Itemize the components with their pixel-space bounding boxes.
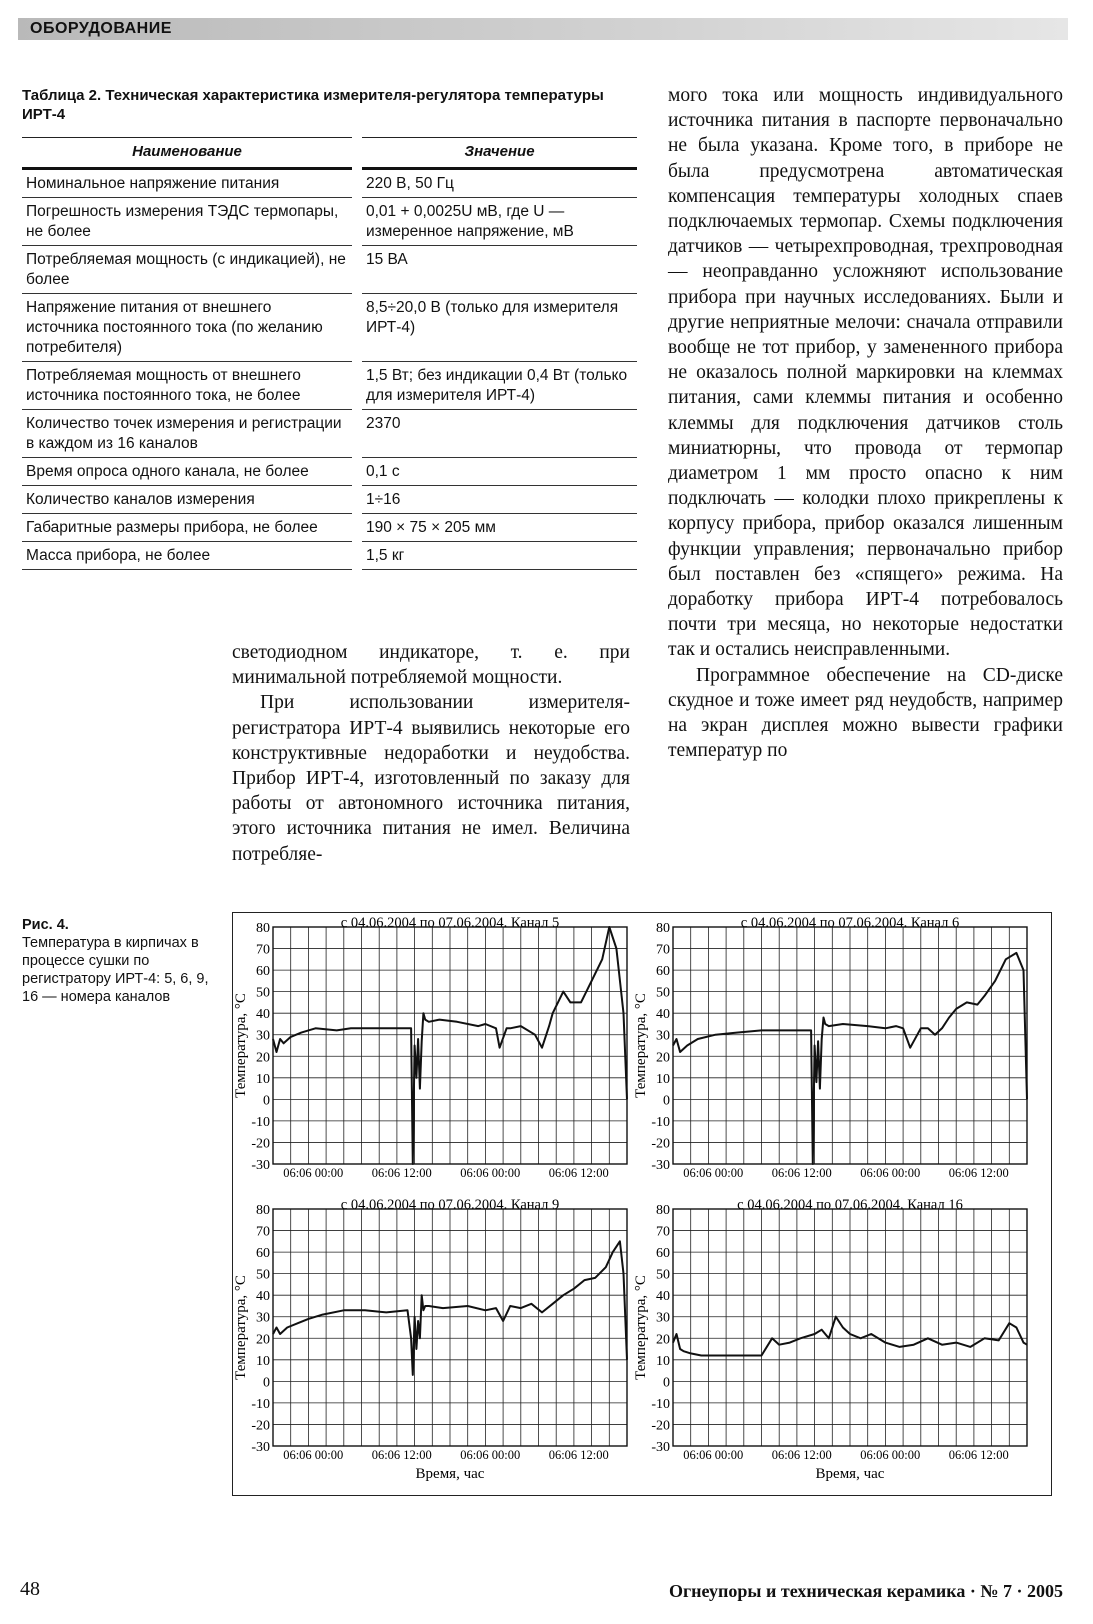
- figure-caption-text: Температура в кирпичах в процессе сушки по регистратору ИРТ-4: 5, 6, 9, 16 — номера каналов: [22, 935, 209, 1005]
- row-name: Потребляемая мощность от внешнего источника постоянного тока, не более: [22, 362, 352, 410]
- y-tick-label: -10: [651, 1114, 670, 1130]
- paragraph: При использовании измерителя-регистратора ИРТ-4 выявились некоторые его конструктивные недоработки и неудобства. Прибор ИРТ-4, изготовленный по заказу для работы от автономного источника питания, этого источника питания не имел. Величина потребляе-: [232, 692, 630, 865]
- y-axis-label: Температура, °С: [233, 993, 249, 1098]
- table-row: [22, 486, 637, 514]
- row-name: Номинальное напряжение питания: [22, 169, 352, 198]
- y-axis-label: Температура, °С: [233, 1275, 249, 1380]
- table-row: [22, 246, 637, 294]
- row-value: 2370: [362, 410, 637, 458]
- y-tick-label: 0: [263, 1375, 270, 1391]
- y-tick-label: 30: [256, 1310, 270, 1326]
- x-tick-label: 06:06 00:00: [283, 1448, 344, 1462]
- y-tick-label: -30: [251, 1158, 270, 1173]
- x-tick-label: 06:06 12:00: [948, 1166, 1009, 1180]
- y-tick-label: 0: [263, 1093, 270, 1109]
- x-tick-label: 06:06 00:00: [283, 1166, 344, 1180]
- paragraph: мого тока или мощность индивидуального источника питания в паспорте первоначально не была указана. Кроме того, в приборе не была предусмотрена автоматическая компенсация температуры холодных спаев подключаемых термопар. Схемы подключения датчиков — четырехпроводная, трехпроводная — неоправданно усложняют использование прибора при научных исследованиях. Были и другие неприятные мелочи: сначала отправили вообще не тот прибор, у замененного прибора не оказалось полной маркировки на клеммах питания, сами клеммы питания и особенно клеммы для подключения датчиков столь миниатюрны, что провода от термопар диаметром 1 мм просто опасно к ним подключать — колодки плохо прикреплены к корпусу прибора, прибор оказался лишенным функции управления; первоначально прибор был поставлен без «спящего» режима. На доработку прибора ИРТ-4 потребовалось почти три месяца, но некоторые недостатки так и остались неисправленными.: [668, 85, 1063, 661]
- figure-label: Рис. 4.: [22, 917, 69, 933]
- table-row: [22, 514, 637, 542]
- x-tick-label: 06:06 12:00: [771, 1166, 832, 1180]
- figure-caption: [22, 916, 217, 1006]
- y-tick-label: 80: [256, 1203, 270, 1218]
- x-tick-label: 06:06 12:00: [948, 1448, 1009, 1462]
- row-name: Напряжение питания от внешнего источника постоянного тока (по желанию потребителя): [22, 294, 352, 362]
- row-name: Время опроса одного канала, не более: [22, 458, 352, 486]
- table-row: [22, 169, 637, 198]
- x-tick-label: 06:06 00:00: [860, 1448, 921, 1462]
- y-tick-label: 10: [656, 1353, 670, 1369]
- chart-title: с 04.06.2004 по 07.06.2004. Канал 9: [340, 1197, 560, 1213]
- row-value: 0,1 с: [362, 458, 637, 486]
- y-tick-label: -30: [251, 1440, 270, 1455]
- y-tick-label: 50: [656, 985, 670, 1001]
- y-tick-label: 40: [656, 1007, 670, 1023]
- row-value: 15 ВА: [362, 246, 637, 294]
- table-row: [22, 294, 637, 362]
- y-tick-label: -20: [251, 1418, 270, 1434]
- y-tick-label: 40: [256, 1289, 270, 1305]
- table-header-row: [22, 138, 637, 169]
- row-name: Потребляемая мощность (с индикацией), не более: [22, 246, 352, 294]
- y-tick-label: -20: [251, 1136, 270, 1152]
- page-number: 48: [20, 1578, 40, 1600]
- x-tick-label: 06:06 00:00: [860, 1166, 921, 1180]
- row-name: Масса прибора, не более: [22, 542, 352, 570]
- x-axis-label: Время, час: [815, 1466, 885, 1482]
- x-tick-label: 06:06 00:00: [683, 1448, 744, 1462]
- x-tick-label: 06:06 00:00: [460, 1448, 521, 1462]
- y-tick-label: 70: [256, 1224, 270, 1240]
- table-row: [22, 458, 637, 486]
- y-tick-label: -10: [651, 1396, 670, 1412]
- y-tick-label: 50: [256, 985, 270, 1001]
- section-header-bar: [18, 18, 1068, 40]
- charts-canvas: [233, 913, 1051, 1495]
- table-row: [22, 410, 637, 458]
- chart-title: с 04.06.2004 по 07.06.2004. Канал 5: [340, 915, 560, 931]
- y-tick-label: 40: [256, 1007, 270, 1023]
- y-tick-label: 60: [656, 1246, 670, 1262]
- y-tick-label: 10: [656, 1071, 670, 1087]
- row-value: 1,5 кг: [362, 542, 637, 570]
- y-tick-label: 10: [256, 1353, 270, 1369]
- x-tick-label: 06:06 00:00: [683, 1166, 744, 1180]
- y-tick-label: -10: [251, 1396, 270, 1412]
- table-row: [22, 542, 637, 570]
- row-name: Габаритные размеры прибора, не более: [22, 514, 352, 542]
- y-tick-label: 70: [256, 942, 270, 958]
- chart-title: с 04.06.2004 по 07.06.2004. Канал 16: [737, 1197, 963, 1213]
- row-value: 190 × 75 × 205 мм: [362, 514, 637, 542]
- journal-name: Огнеупоры и техническая керамика · № 7 · 2005: [668, 1581, 1063, 1601]
- x-tick-label: 06:06 12:00: [371, 1448, 432, 1462]
- y-tick-label: -20: [651, 1418, 670, 1434]
- y-tick-label: 50: [656, 1267, 670, 1283]
- figure-charts: [232, 912, 1052, 1496]
- paragraph: Программное обеспечение на CD-диске скудное и тоже имеет ряд неудобств, например на экран дисплея можно вывести графики температур по: [668, 664, 1063, 762]
- row-value: 1÷16: [362, 486, 637, 514]
- x-axis-label: Время, час: [415, 1466, 485, 1482]
- y-axis-label: Температура, °С: [633, 993, 649, 1098]
- y-tick-label: 40: [656, 1289, 670, 1305]
- y-tick-label: 0: [663, 1375, 670, 1391]
- table-row: [22, 198, 637, 246]
- y-tick-label: 70: [656, 1224, 670, 1240]
- row-name: Погрешность измерения ТЭДС термопары, не более: [22, 198, 352, 246]
- paragraph: светодиодном индикаторе, т. е. при минимальной потребляемой мощности.: [232, 642, 630, 689]
- row-name: Количество каналов измерения: [22, 486, 352, 514]
- row-value: 0,01 + 0,0025U мВ, где U — измеренное напряжение, мВ: [362, 198, 637, 246]
- y-tick-label: 30: [656, 1028, 670, 1044]
- y-tick-label: 80: [656, 1203, 670, 1218]
- y-tick-label: 20: [656, 1332, 670, 1348]
- row-value: 220 В, 50 Гц: [362, 169, 637, 198]
- y-tick-label: 30: [656, 1310, 670, 1326]
- column-header-name: Наименование: [22, 138, 352, 169]
- y-axis-label: Температура, °С: [633, 1275, 649, 1380]
- y-tick-label: 80: [256, 921, 270, 936]
- y-tick-label: 60: [656, 964, 670, 980]
- x-tick-label: 06:06 12:00: [771, 1448, 832, 1462]
- middle-column-text: [232, 640, 630, 867]
- y-tick-label: -20: [651, 1136, 670, 1152]
- y-tick-label: -10: [251, 1114, 270, 1130]
- y-tick-label: -30: [651, 1158, 670, 1173]
- x-tick-label: 06:06 12:00: [548, 1166, 609, 1180]
- x-tick-label: 06:06 12:00: [548, 1448, 609, 1462]
- table-row: [22, 362, 637, 410]
- row-value: 8,5÷20,0 В (только для измерителя ИРТ-4): [362, 294, 637, 362]
- y-tick-label: 20: [656, 1050, 670, 1066]
- y-tick-label: 50: [256, 1267, 270, 1283]
- row-name: Количество точек измерения и регистрации в каждом из 16 каналов: [22, 410, 352, 458]
- spec-table: [22, 137, 637, 570]
- y-tick-label: 80: [656, 921, 670, 936]
- y-tick-label: 20: [256, 1050, 270, 1066]
- y-tick-label: 60: [256, 1246, 270, 1262]
- y-tick-label: 0: [663, 1093, 670, 1109]
- y-tick-label: 20: [256, 1332, 270, 1348]
- y-tick-label: 60: [256, 964, 270, 980]
- y-tick-label: -30: [651, 1440, 670, 1455]
- y-tick-label: 30: [256, 1028, 270, 1044]
- x-tick-label: 06:06 12:00: [371, 1166, 432, 1180]
- y-tick-label: 70: [656, 942, 670, 958]
- row-value: 1,5 Вт; без индикации 0,4 Вт (только для измерителя ИРТ-4): [362, 362, 637, 410]
- right-column-text: [668, 83, 1063, 763]
- x-tick-label: 06:06 00:00: [460, 1166, 521, 1180]
- section-title: ОБОРУДОВАНИЕ: [30, 20, 172, 37]
- y-tick-label: 10: [256, 1071, 270, 1087]
- table-caption: Таблица 2. Техническая характеристика измерителя-регулятора температуры ИРТ-4: [22, 87, 604, 123]
- chart-title: с 04.06.2004 по 07.06.2004. Канал 6: [740, 915, 960, 931]
- column-header-value: Значение: [362, 138, 637, 169]
